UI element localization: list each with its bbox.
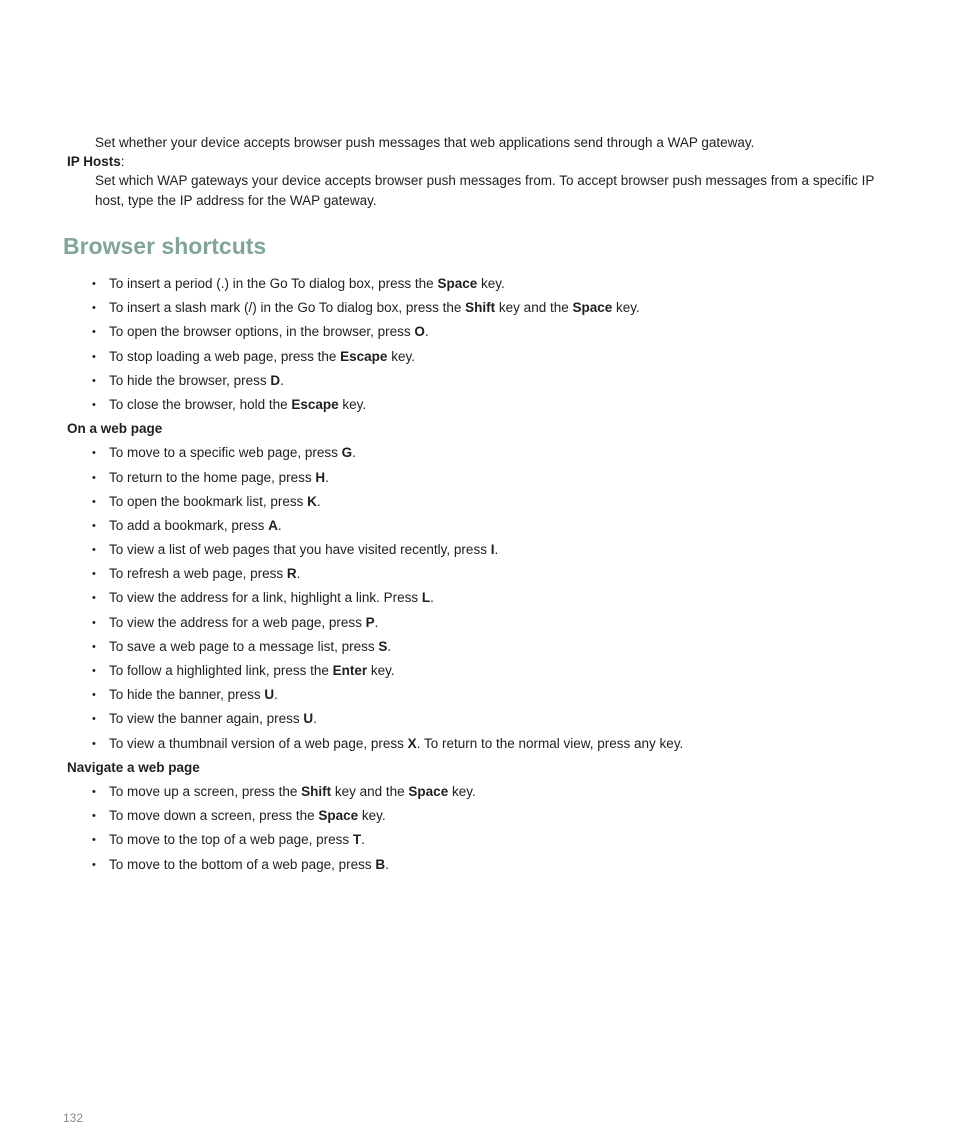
list-item-text (109, 345, 415, 369)
key-name: Escape (291, 396, 339, 412)
text-segment: To open the bookmark list, press (109, 493, 308, 509)
key-name: I (490, 542, 495, 558)
list-item-text (109, 514, 282, 538)
text-segment: To view the banner again, press (109, 711, 304, 727)
key-name: T (352, 832, 362, 848)
bullet-marker: • (92, 568, 96, 581)
list-item-text (109, 635, 391, 659)
key-name: B (375, 856, 386, 872)
list-item-text (109, 732, 683, 756)
list-item-text (109, 828, 365, 852)
text-segment: key. (477, 276, 505, 291)
text-segment: . (387, 638, 392, 654)
text-segment: key. (387, 348, 415, 364)
list-item-text (109, 707, 317, 731)
text-segment: To move to a specific web page, press (109, 445, 342, 461)
text-segment: . (296, 566, 301, 582)
text-segment: . (430, 590, 434, 606)
list-item (0, 466, 954, 490)
key-name: H (315, 469, 326, 485)
list-item (0, 683, 954, 707)
bullet-marker: • (92, 326, 96, 339)
text-segment: To move to the bottom of a web page, press (109, 856, 376, 872)
list-item (0, 659, 954, 683)
list-item (0, 562, 954, 586)
bullet-marker: • (92, 592, 96, 605)
list-item (0, 586, 954, 610)
list-item-text (109, 320, 429, 344)
bullet-marker: • (92, 834, 96, 847)
bullet-marker: • (92, 471, 96, 484)
bullet-marker: • (92, 737, 96, 750)
ip-hosts-term (67, 152, 125, 171)
text-segment: To save a web page to a message list, press (109, 638, 379, 654)
list-item (0, 853, 954, 877)
bullet-marker: • (92, 495, 96, 508)
text-segment: To insert a slash mark (/) in the Go To dialog box, press the (109, 300, 466, 316)
text-segment: . (424, 324, 429, 340)
text-segment: . (385, 856, 389, 872)
shortcut-list (0, 272, 954, 877)
text-segment: To view a list of web pages that you have visited recently, press (109, 542, 491, 558)
text-segment: To view the address for a web page, press (109, 614, 366, 630)
text-segment: . (494, 542, 499, 558)
wap-push-description: Set whether your device accepts browser push messages that web applications send through a WAP gateway. (95, 135, 755, 150)
key-name: D (270, 372, 281, 388)
bullet-marker: • (92, 858, 96, 871)
key-name: K (307, 493, 317, 509)
bullet-marker: • (92, 350, 96, 363)
list-item (0, 441, 954, 465)
text-segment: . To return to the normal view, press any key. (416, 735, 684, 751)
key-name: Space (437, 276, 478, 291)
text-segment: . (277, 517, 282, 533)
bullet-marker: • (92, 616, 96, 629)
key-name: Space (572, 300, 613, 316)
ip-hosts-description: Set which WAP gateways your device accepts browser push messages from. To accept browser push messages from a specific IP host, type the IP address for the WAP gateway. (95, 173, 875, 208)
key-name: A (268, 517, 278, 533)
list-item-text (109, 490, 321, 514)
list-item (0, 538, 954, 562)
key-name: O (414, 324, 425, 340)
bullet-marker: • (92, 398, 96, 411)
text-segment: key. (338, 396, 367, 412)
bullet-marker: • (92, 640, 96, 653)
page-number: 132 (63, 1111, 84, 1125)
bullet-marker: • (92, 810, 96, 823)
list-item (0, 635, 954, 659)
list-item-text (109, 562, 300, 586)
text-segment: To move to the top of a web page, press (109, 832, 353, 848)
text-segment: key and the (331, 783, 409, 799)
key-name: Escape (340, 348, 388, 364)
list-item (0, 320, 954, 344)
text-segment: key. (612, 300, 640, 316)
bullet-marker: • (92, 689, 96, 702)
key-name: U (303, 711, 314, 727)
text-segment: key. (358, 808, 386, 824)
list-item-text (109, 586, 434, 610)
subheading-navigate-web-page: Navigate a web page (67, 759, 200, 775)
bullet-marker: • (92, 278, 96, 290)
text-segment: To open the browser options, in the browser, press (109, 324, 415, 340)
list-item-text (109, 683, 278, 707)
subheading-on-web-page: On a web page (67, 421, 163, 437)
list-item (0, 272, 954, 296)
text-segment: key. (367, 663, 395, 678)
text-segment: To return to the home page, press (109, 469, 316, 485)
list-item (0, 780, 954, 804)
list-item (0, 345, 954, 369)
key-name: Shift (301, 783, 332, 799)
key-name: G (341, 445, 353, 461)
list-item (0, 296, 954, 320)
ip-hosts-colon: : (120, 154, 125, 169)
bullet-marker: • (92, 302, 96, 315)
text-segment: key and the (495, 300, 573, 316)
key-name: Space (318, 808, 359, 824)
text-segment: . (352, 445, 356, 461)
text-segment: key. (448, 783, 476, 799)
bullet-marker: • (92, 519, 96, 532)
text-segment: To view a thumbnail version of a web page, press (109, 735, 408, 751)
text-segment: . (280, 372, 284, 388)
list-item (0, 732, 954, 756)
list-item-text (109, 296, 640, 320)
text-segment: . (361, 832, 365, 848)
list-item-text (109, 853, 389, 877)
text-segment: To refresh a web page, press (109, 566, 287, 582)
list-item-text (109, 659, 395, 683)
subheading-navigate-web-page-row (0, 756, 954, 780)
list-item (0, 828, 954, 852)
list-item (0, 611, 954, 635)
text-segment: To view the address for a link, highlight a link. Press (109, 590, 422, 606)
text-segment: . (274, 687, 278, 703)
list-item (0, 369, 954, 393)
text-segment: To follow a highlighted link, press the (109, 663, 333, 678)
key-name: R (286, 566, 297, 582)
list-item-text (109, 466, 329, 490)
list-item-text (109, 441, 356, 465)
bullet-marker: • (92, 785, 96, 798)
text-segment: To insert a period (.) in the Go To dialog box, press the (109, 276, 438, 291)
key-name: Space (408, 783, 449, 799)
text-segment: To hide the banner, press (109, 687, 265, 703)
key-name: Enter (332, 663, 368, 678)
list-item-text (109, 369, 284, 393)
list-item-text (109, 393, 366, 417)
key-name: S (378, 638, 388, 654)
text-segment: . (374, 614, 379, 630)
list-item-text (109, 780, 476, 804)
bullet-marker: • (92, 544, 96, 557)
text-segment: . (313, 711, 317, 727)
bullet-marker: • (92, 665, 96, 677)
bullet-marker: • (92, 447, 96, 460)
text-segment: . (325, 469, 329, 485)
text-segment: To move up a screen, press the (109, 783, 302, 799)
ip-hosts-label: IP Hosts (67, 154, 121, 169)
subheading-on-web-page-row (0, 417, 954, 441)
key-name: X (407, 735, 417, 751)
list-item (0, 514, 954, 538)
key-name: Shift (465, 300, 496, 316)
bullet-marker: • (92, 713, 96, 726)
key-name: L (421, 590, 431, 606)
list-item (0, 707, 954, 731)
list-item (0, 393, 954, 417)
list-item-text (109, 538, 498, 562)
list-item-text (109, 272, 505, 296)
text-segment: To stop loading a web page, press the (109, 348, 341, 364)
list-item-text (109, 611, 378, 635)
list-item (0, 804, 954, 828)
key-name: U (264, 687, 275, 703)
text-segment: . (316, 493, 321, 509)
key-name: P (365, 614, 375, 630)
list-item-text (109, 804, 386, 828)
text-segment: To close the browser, hold the (109, 396, 292, 412)
text-segment: To move down a screen, press the (109, 808, 319, 824)
text-segment: To add a bookmark, press (109, 517, 269, 533)
text-segment: To hide the browser, press (109, 372, 271, 388)
bullet-marker: • (92, 374, 96, 387)
section-title: Browser shortcuts (63, 233, 267, 259)
list-item (0, 490, 954, 514)
